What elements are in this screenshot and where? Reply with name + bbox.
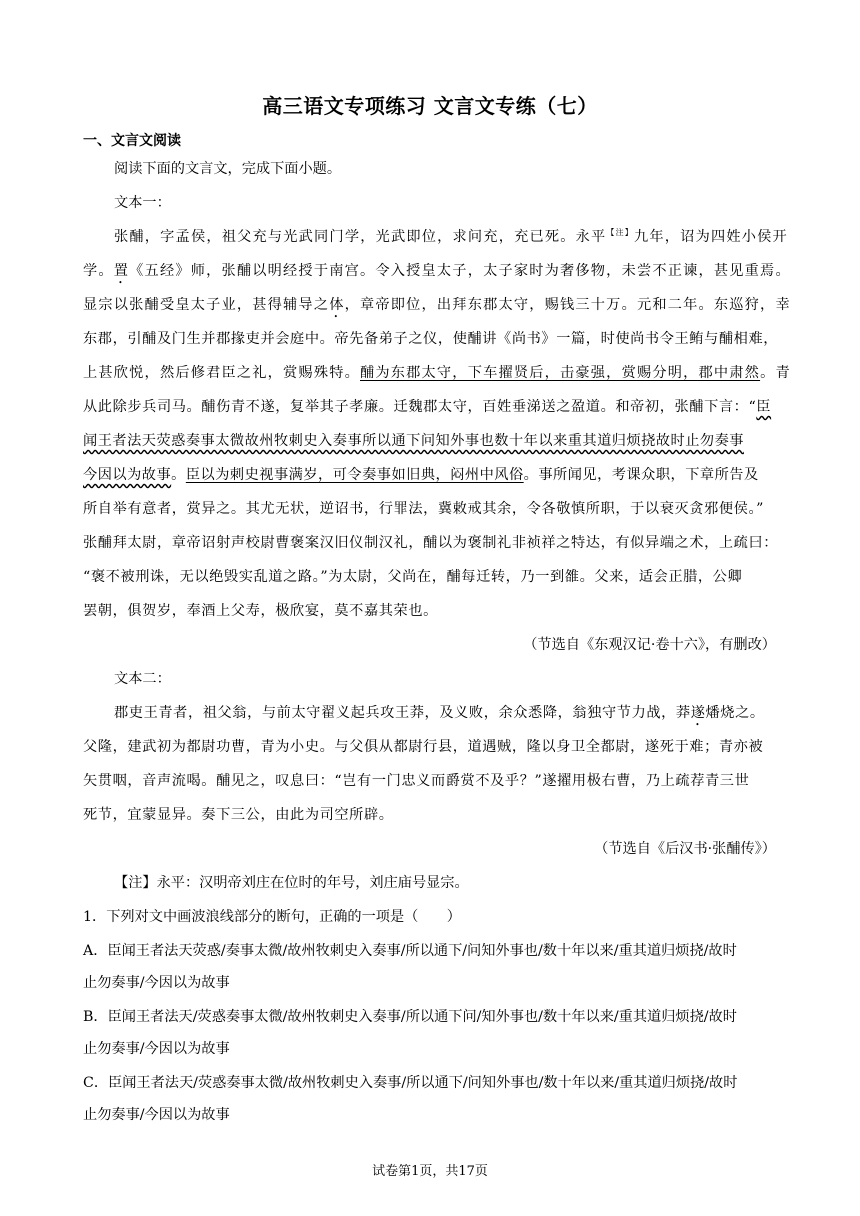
option-a: A．臣闻王者法天荧惑/奏事太微/故州牧刺史入奏事/所以通下/问知外事也/数十年以来/重其道归烦挠/故时 [83, 943, 737, 959]
text2-line: 矢贯咽，音声流喝。酺见之，叹息曰：“岂有一门忠义而爵赏不及乎？”遂擢用极右曹，乃上疏荐青三世 [83, 773, 750, 789]
text-span: 。 [171, 467, 186, 483]
text1-line [83, 396, 778, 416]
text2-source: （节选自《后汉书·张酺传》） [594, 841, 776, 857]
text-span: 。青 [760, 365, 791, 381]
text-span: 《五经》师，张酺以明经授于南宫。令入授皇太子，太子家时为奢侈物，未尝不正谏，甚见重焉。 [129, 263, 791, 279]
wavy-underlined-text: 闻王者法天荧惑奏事太微故州牧刺史入奏事所以通下问知外事也数十年以来重其道归烦挠故时止勿奏事 [83, 433, 744, 449]
text1-source: （节选自《东观汉记·卷十六》，有删改） [523, 637, 776, 653]
text1-line: 张酺拜太尉，章帝诏射声校尉曹褒案汉旧仪制汉礼，酺以为褒制礼非祯祥之特达，有似异端之术，上疏曰： [83, 535, 779, 551]
question-stem: 1．下列对文中画波浪线部分的断句，正确的一项是（ ） [83, 909, 461, 925]
option-c-cont: 止勿奏事/今因以为故事 [83, 1107, 230, 1123]
option-b-cont: 止勿奏事/今因以为故事 [83, 1041, 230, 1057]
text-span: 九年，诏为四姓小侯开 [634, 229, 788, 245]
dotted-word: 体 [329, 297, 345, 313]
option-a-cont: 止勿奏事/今因以为故事 [83, 975, 230, 991]
text2-label: 文本二： [114, 671, 171, 687]
wavy-underlined-text: 今因以为故事 [83, 467, 172, 483]
text1-line [83, 294, 791, 321]
text1-line [83, 430, 778, 450]
text1-line: 所自举有意者，赏异之。其尤无状，逆诏书，行罪法，冀敕戒其余，令各敬慎所职，于以衰灭贪邪便侯。” [83, 501, 764, 517]
text1-line [83, 362, 791, 382]
option-b: B．臣闻王者法天/荧惑奏事太微/故州牧刺史入奏事/所以通下问/知外事也/数十年以来/重其道归烦挠/故时 [83, 1009, 737, 1025]
text1-line: 罢朝，俱贺岁，奉酒上父寿，极欣宴，莫不嘉其荣也。 [83, 603, 438, 619]
page-footer: 试卷第1页，共17页 [372, 1164, 488, 1179]
text2-line [114, 702, 809, 729]
text1-line: “褒不被刑诛，无以绝毁实乱道之路。”为太尉，父尚在，酺每迁转，乃一到雒。父来，适会正腊，公卿 [83, 569, 743, 585]
section-heading: 一、文言文阅读 [83, 133, 181, 149]
text1-line [83, 260, 791, 287]
text-span: ，章帝即位，出拜东郡太守，赐钱三十万。元和二年。东巡狩，幸 [344, 297, 791, 313]
text-span: 。事所闻见，考课众职，下章所告及 [523, 467, 759, 483]
dotted-word: 遂 [690, 705, 706, 721]
text1-line [114, 226, 809, 246]
page-title: 高三语文专项练习 文言文专练（七） [262, 94, 598, 118]
text-span: 上甚欣悦，然后修君臣之礼，赏赐殊特。 [83, 365, 360, 381]
text-span: 张酺，字孟侯，祖父充与光武同门学，光武即位，求问充，充已死。永平 [114, 229, 607, 245]
text-span: 燔烧之。 [705, 705, 765, 721]
annotation-note: 【注】永平：汉明帝刘庄在位时的年号，刘庄庙号显宗。 [114, 875, 469, 891]
footnote-marker: 【注】 [606, 228, 635, 237]
text-span: 学。 [83, 263, 114, 279]
underlined-sentence: 臣以为刺史视事满岁，可令奏事如旧典，闷州中风俗 [185, 467, 524, 483]
text2-line: 死节，宜蒙显异。奏下三公，由此为司空所辟。 [83, 807, 394, 823]
text1-line: 东郡，引酺及门生并郡掾吏并会庭中。帝先备弟子之仪，使酺讲《尚书》一篇，时使尚书令王鲔与酺相难， [83, 331, 779, 347]
dotted-word: 置 [113, 263, 130, 279]
wavy-underlined-text: 臣 [756, 399, 772, 415]
text1-line [83, 464, 778, 484]
text-span: 显宗以张酺受皇太子业，甚得辅导之 [83, 297, 330, 313]
text2-line: 父隆，建武初为都尉功曹，青为小史。与父俱从都尉行县，道遇贼，隆以身卫全都尉，遂死于难；青亦被 [83, 739, 764, 755]
instruction: 阅读下面的文言文，完成下面小题。 [114, 161, 342, 177]
text-span: 郡吏王青者，祖父翁，与前太守翟义起兵攻王莽，及义败，余众悉降，翁独守节力战，莽 [114, 705, 691, 721]
option-c: C．臣闻王者法天/荧惑奏事太微/故州牧刺史入奏事/所以通下/问知外事也/数十年以来/重其道归烦挠/故时 [83, 1075, 738, 1091]
text1-label: 文本一： [114, 195, 171, 211]
underlined-sentence: 酺为东郡太守，下车擢贤后，击豪强，赏赐分明，郡中肃然 [359, 365, 761, 381]
text-span: 从此除步兵司马。酺伤青不遂，复举其子孝廉。迁魏郡太守，百姓垂涕送之盈道。和帝初，张酺下言：“ [83, 399, 757, 415]
